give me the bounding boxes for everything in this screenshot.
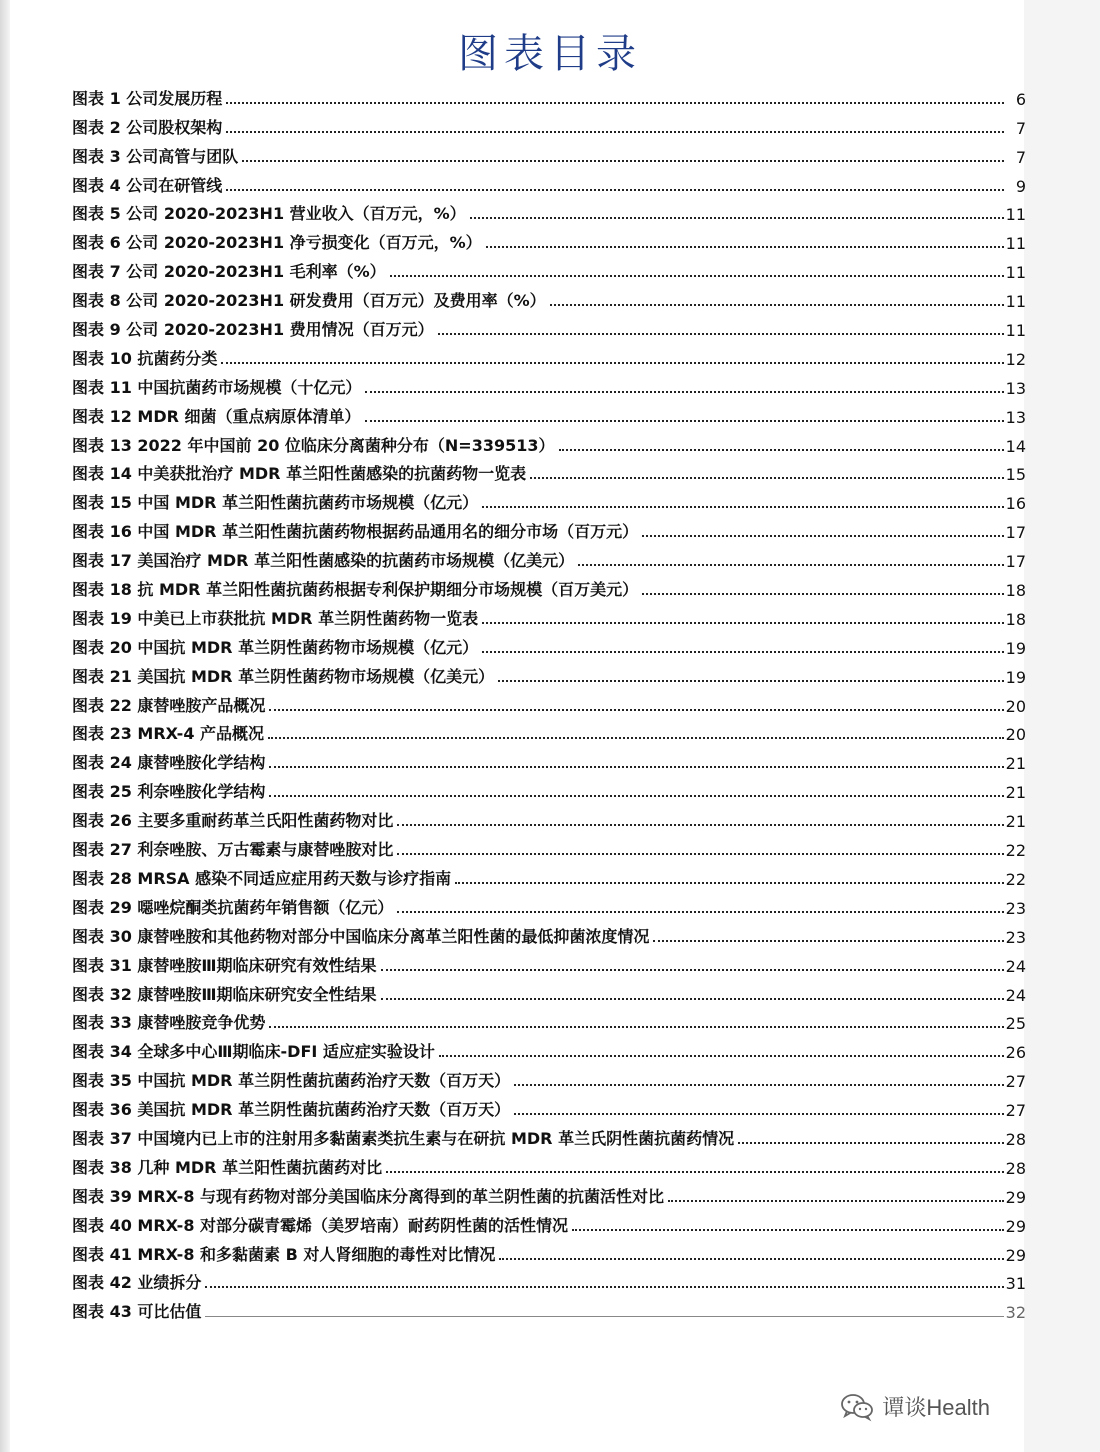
toc-dot-leader [482, 621, 1004, 624]
toc-dot-leader [668, 1199, 1004, 1202]
toc-entry-page-number: 28 [1005, 1129, 1026, 1149]
toc-entry-label: 图表 29 噁唑烷酮类抗菌药年销售额（亿元） [72, 895, 395, 918]
toc-entry-page-number: 27 [1005, 1101, 1026, 1121]
toc-entry[interactable] [72, 282, 1026, 311]
toc-entry-label: 图表 32 康替唑胺Ⅲ期临床研究安全性结果 [72, 982, 379, 1005]
toc-entry[interactable] [72, 773, 1026, 802]
toc-entry[interactable] [72, 311, 1026, 340]
toc-entry[interactable] [72, 918, 1026, 947]
toc-entry[interactable] [72, 340, 1026, 369]
toc-dot-leader [438, 332, 1004, 335]
toc-dot-leader [205, 1315, 1003, 1317]
toc-entry-label: 图表 35 中国抗 MDR 革兰阴性菌抗菌药治疗天数（百万天） [72, 1068, 512, 1091]
toc-dot-leader [397, 852, 1003, 855]
toc-entry[interactable] [72, 398, 1026, 427]
wechat-icon [840, 1393, 874, 1421]
toc-entry-label: 图表 6 公司 2020-2023H1 净亏损变化（百万元，%） [72, 230, 484, 253]
toc-entry[interactable] [72, 484, 1026, 513]
toc-entry[interactable] [72, 369, 1026, 398]
toc-dot-leader [226, 101, 1004, 104]
toc-entry[interactable] [72, 571, 1026, 600]
table-of-figures [72, 80, 1026, 1322]
toc-entry-label: 图表 9 公司 2020-2023H1 费用情况（百万元） [72, 317, 436, 340]
toc-dot-leader [578, 563, 1004, 566]
toc-dot-leader [499, 1257, 1003, 1260]
toc-entry-label: 图表 17 美国治疗 MDR 革兰阳性菌感染的抗菌药市场规模（亿美元） [72, 548, 576, 571]
toc-dot-leader [514, 1112, 1004, 1115]
toc-entry-page-number: 29 [1005, 1245, 1026, 1265]
toc-entry[interactable] [72, 253, 1026, 282]
toc-entry-page-number: 17 [1005, 523, 1026, 543]
toc-entry-page-number: 13 [1005, 407, 1026, 427]
toc-entry-page-number: 18 [1005, 609, 1026, 629]
toc-entry-page-number: 29 [1005, 1187, 1026, 1207]
toc-dot-leader [397, 910, 1003, 913]
toc-entry-label: 图表 37 中国境内已上市的注射用多黏菌素类抗生素与在研抗 MDR 革兰氏阴性菌抗菌药情况 [72, 1126, 736, 1149]
toc-entry-label: 图表 11 中国抗菌药市场规模（十亿元） [72, 375, 363, 398]
toc-dot-leader [269, 1025, 1003, 1028]
toc-entry[interactable] [72, 831, 1026, 860]
toc-entry[interactable] [72, 600, 1026, 629]
toc-dot-leader [365, 390, 1003, 393]
toc-dot-leader [455, 881, 1004, 884]
toc-dot-leader [269, 765, 1003, 768]
toc-entry-page-number: 7 [1015, 118, 1026, 138]
toc-dot-leader [653, 939, 1003, 942]
toc-dot-leader [514, 1083, 1004, 1086]
toc-entry[interactable] [72, 196, 1026, 225]
toc-entry-label: 图表 43 可比估值 [72, 1299, 203, 1322]
toc-entry[interactable] [72, 658, 1026, 687]
toc-entry-page-number: 16 [1005, 494, 1026, 514]
toc-entry-page-number: 14 [1005, 436, 1026, 456]
toc-dot-leader [381, 997, 1004, 1000]
toc-entry-page-number: 9 [1015, 176, 1026, 196]
toc-entry-label: 图表 40 MRX-8 对部分碳青霉烯（美罗培南）耐药阴性菌的活性情况 [72, 1213, 570, 1236]
toc-entry-page-number: 7 [1015, 147, 1026, 167]
toc-entry-label: 图表 4 公司在研管线 [72, 173, 224, 196]
toc-dot-leader [738, 1141, 1004, 1144]
toc-entry[interactable] [72, 138, 1026, 167]
toc-entry[interactable] [72, 687, 1026, 716]
toc-entry[interactable] [72, 1033, 1026, 1062]
toc-entry[interactable] [72, 1062, 1026, 1091]
toc-entry-label: 图表 27 利奈唑胺、万古霉素与康替唑胺对比 [72, 837, 395, 860]
toc-entry-page-number: 11 [1005, 321, 1026, 341]
watermark-text: 谭谈Health [882, 1395, 990, 1420]
toc-entry-page-number: 19 [1005, 638, 1026, 658]
toc-entry-page-number: 12 [1005, 349, 1026, 369]
toc-dot-leader [486, 245, 1004, 248]
toc-entry-label: 图表 33 康替唑胺竞争优势 [72, 1010, 267, 1033]
toc-entry-label: 图表 1 公司发展历程 [72, 86, 224, 109]
toc-dot-leader [205, 1285, 1003, 1288]
toc-entry[interactable] [72, 80, 1026, 109]
toc-entry[interactable] [72, 744, 1026, 773]
toc-entry-page-number: 11 [1005, 205, 1026, 225]
toc-entry-page-number: 29 [1005, 1216, 1026, 1236]
toc-dot-leader [470, 216, 1004, 219]
toc-entry[interactable] [72, 976, 1026, 1005]
toc-entry[interactable] [72, 860, 1026, 889]
page-title: 图表目录 [458, 31, 642, 77]
toc-entry-label: 图表 15 中国 MDR 革兰阳性菌抗菌药市场规模（亿元） [72, 490, 480, 513]
toc-entry-page-number: 20 [1005, 725, 1026, 745]
toc-entry-page-number: 13 [1005, 378, 1026, 398]
toc-entry-label: 图表 8 公司 2020-2023H1 研发费用（百万元）及费用率（%） [72, 288, 548, 311]
toc-entry-page-number: 11 [1005, 292, 1026, 312]
toc-entry-label: 图表 39 MRX-8 与现有药物对部分美国临床分离得到的革兰阴性菌的抗菌活性对比 [72, 1184, 666, 1207]
toc-entry-page-number: 11 [1005, 263, 1026, 283]
toc-entry-label: 图表 36 美国抗 MDR 革兰阴性菌抗菌药治疗天数（百万天） [72, 1097, 512, 1120]
toc-entry[interactable] [72, 1005, 1026, 1034]
toc-entry-page-number: 6 [1015, 89, 1026, 109]
toc-entry[interactable] [72, 947, 1026, 976]
toc-dot-leader [242, 159, 1004, 162]
toc-entry-label: 图表 21 美国抗 MDR 革兰阴性菌药物市场规模（亿美元） [72, 664, 496, 687]
toc-entry[interactable] [72, 716, 1026, 745]
toc-dot-leader [269, 794, 1003, 797]
toc-dot-leader [226, 130, 1004, 133]
toc-dot-leader [559, 448, 1004, 451]
page-edge-shadow [0, 0, 10, 1452]
toc-entry-label: 图表 16 中国 MDR 革兰阳性菌抗菌药物根据药品通用名的细分市场（百万元） [72, 519, 640, 542]
toc-entry[interactable] [72, 1236, 1026, 1265]
toc-entry-page-number: 25 [1005, 1014, 1026, 1034]
toc-entry-page-number: 22 [1005, 841, 1026, 861]
toc-entry[interactable] [72, 167, 1026, 196]
watermark [840, 1391, 990, 1422]
toc-dot-leader [550, 303, 1004, 306]
toc-dot-leader [530, 476, 1004, 479]
toc-entry[interactable] [72, 224, 1026, 253]
toc-entry-page-number: 17 [1005, 552, 1026, 572]
toc-dot-leader [269, 708, 1003, 711]
toc-entry-label: 图表 26 主要多重耐药革兰氏阳性菌药物对比 [72, 808, 395, 831]
toc-entry-label: 图表 3 公司高管与团队 [72, 144, 240, 167]
toc-entry-label: 图表 2 公司股权架构 [72, 115, 224, 138]
toc-entry-label: 图表 10 抗菌药分类 [72, 346, 219, 369]
toc-entry-label: 图表 12 MDR 细菌（重点病原体清单） [72, 404, 363, 427]
toc-dot-leader [642, 592, 1004, 595]
toc-entry-label: 图表 30 康替唑胺和其他药物对部分中国临床分离革兰阳性菌的最低抑菌浓度情况 [72, 924, 651, 947]
toc-dot-leader [268, 736, 1004, 739]
toc-entry-page-number: 22 [1005, 869, 1026, 889]
toc-entry[interactable] [72, 542, 1026, 571]
toc-entry[interactable] [72, 1207, 1026, 1236]
toc-entry-page-number: 27 [1005, 1072, 1026, 1092]
toc-dot-leader [390, 274, 1004, 277]
toc-entry[interactable] [72, 1149, 1026, 1178]
toc-entry-label: 图表 25 利奈唑胺化学结构 [72, 779, 267, 802]
toc-entry-page-number: 21 [1005, 754, 1026, 774]
toc-entry-page-number: 19 [1005, 667, 1026, 687]
toc-entry-label: 图表 42 业绩拆分 [72, 1270, 203, 1293]
toc-entry-label: 图表 13 2022 年中国前 20 位临床分离菌种分布（N=339513） [72, 433, 557, 456]
toc-entry-page-number: 23 [1005, 927, 1026, 947]
toc-dot-leader [397, 823, 1003, 826]
toc-entry[interactable] [72, 109, 1026, 138]
toc-entry-page-number: 15 [1005, 465, 1026, 485]
toc-dot-leader [386, 1170, 1004, 1173]
toc-entry-label: 图表 14 中美获批治疗 MDR 革兰阳性菌感染的抗菌药物一览表 [72, 461, 528, 484]
toc-dot-leader [439, 1054, 1004, 1057]
toc-entry[interactable] [72, 802, 1026, 831]
toc-entry-page-number: 24 [1005, 985, 1026, 1005]
toc-entry-label: 图表 28 MRSA 感染不同适应症用药天数与诊疗指南 [72, 866, 453, 889]
toc-entry-label: 图表 41 MRX-8 和多黏菌素 B 对人肾细胞的毒性对比情况 [72, 1242, 497, 1265]
toc-entry[interactable] [72, 1293, 1026, 1322]
toc-entry[interactable] [72, 1265, 1026, 1294]
toc-entry-page-number: 18 [1005, 581, 1026, 601]
toc-entry-page-number: 20 [1005, 696, 1026, 716]
toc-entry-label: 图表 20 中国抗 MDR 革兰阴性菌药物市场规模（亿元） [72, 635, 480, 658]
toc-entry-label: 图表 22 康替唑胺产品概况 [72, 693, 267, 716]
toc-entry-label: 图表 18 抗 MDR 革兰阳性菌抗菌药根据专利保护期细分市场规模（百万美元） [72, 577, 640, 600]
toc-entry-label: 图表 34 全球多中心Ⅲ期临床-DFI 适应症实验设计 [72, 1039, 437, 1062]
toc-entry[interactable] [72, 629, 1026, 658]
toc-entry-page-number: 23 [1005, 898, 1026, 918]
toc-dot-leader [482, 650, 1004, 653]
toc-dot-leader [226, 188, 1004, 191]
toc-entry-page-number: 28 [1005, 1158, 1026, 1178]
toc-dot-leader [221, 361, 1003, 364]
toc-dot-leader [642, 534, 1004, 537]
toc-dot-leader [381, 968, 1004, 971]
toc-entry-label: 图表 24 康替唑胺化学结构 [72, 750, 267, 773]
toc-entry-page-number: 24 [1005, 956, 1026, 976]
toc-entry[interactable] [72, 1091, 1026, 1120]
toc-entry[interactable] [72, 427, 1026, 456]
toc-entry-label: 图表 7 公司 2020-2023H1 毛利率（%） [72, 259, 388, 282]
toc-dot-leader [498, 679, 1004, 682]
toc-entry-page-number: 31 [1005, 1274, 1026, 1294]
toc-entry-page-number: 21 [1005, 783, 1026, 803]
toc-entry-page-number: 26 [1005, 1043, 1026, 1063]
toc-entry[interactable] [72, 1120, 1026, 1149]
toc-entry-page-number: 32 [1005, 1303, 1026, 1323]
toc-dot-leader [482, 505, 1004, 508]
toc-entry-label: 图表 31 康替唑胺Ⅲ期临床研究有效性结果 [72, 953, 379, 976]
toc-entry-label: 图表 19 中美已上市获批抗 MDR 革兰阴性菌药物一览表 [72, 606, 480, 629]
toc-entry-label: 图表 23 MRX-4 产品概况 [72, 721, 266, 744]
toc-entry-label: 图表 5 公司 2020-2023H1 营业收入（百万元，%） [72, 201, 468, 224]
toc-dot-leader [365, 419, 1004, 422]
toc-dot-leader [572, 1228, 1004, 1231]
toc-entry[interactable] [72, 1178, 1026, 1207]
toc-entry-label: 图表 38 几种 MDR 革兰阳性菌抗菌药对比 [72, 1155, 384, 1178]
toc-entry-page-number: 11 [1005, 234, 1026, 254]
toc-entry-page-number: 21 [1005, 812, 1026, 832]
toc-entry[interactable] [72, 889, 1026, 918]
toc-entry[interactable] [72, 513, 1026, 542]
toc-entry[interactable] [72, 456, 1026, 485]
